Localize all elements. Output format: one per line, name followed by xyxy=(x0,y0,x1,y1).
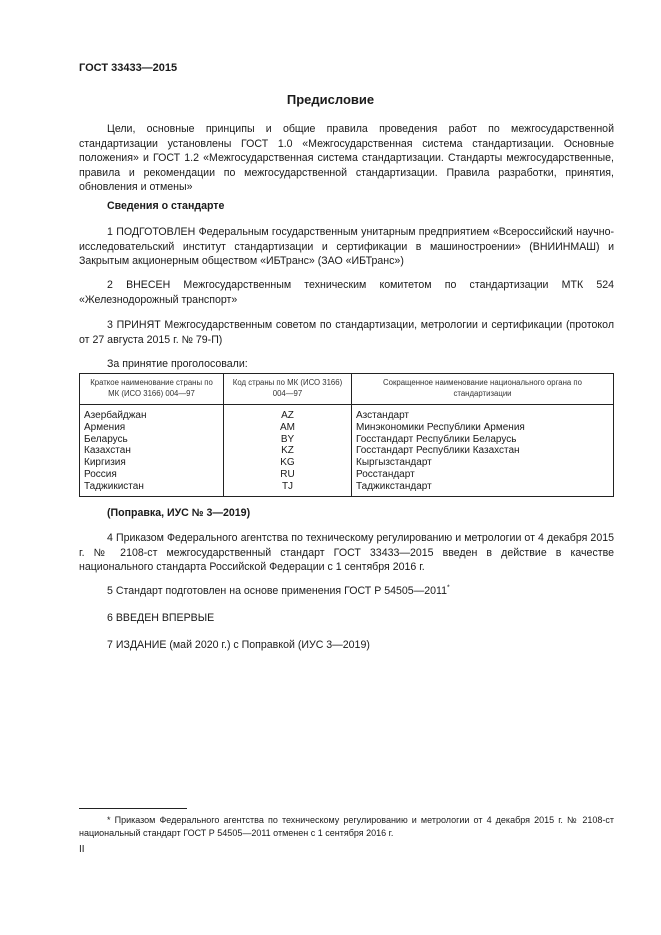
item-3-paragraph: 3 ПРИНЯТ Межгосударственным советом по стандартизации, метрологии и сертификации (протокол от 27 августа 2015 г. № 79-П) xyxy=(79,319,614,346)
country-name: Россия xyxy=(80,469,224,481)
country-code: TJ xyxy=(224,481,352,496)
footnote-divider xyxy=(79,808,187,809)
country-name: Таджикистан xyxy=(80,481,224,496)
table-row xyxy=(80,469,614,481)
item-1-paragraph: 1 ПОДГОТОВЛЕН Федеральным государственным унитарным предприятием «Всероссийский научно-исследовательский институт стандартизации и сертификации в машиностроении» (ВНИИНМАШ) и Закрытым акционерным обществом «ИБТранс» (ЗАО «ИБТранс») xyxy=(79,226,614,267)
country-name: Беларусь xyxy=(80,434,224,446)
country-name: Казахстан xyxy=(80,445,224,457)
country-code: RU xyxy=(224,469,352,481)
country-name: Армения xyxy=(80,422,224,434)
footnote-marker: * xyxy=(447,584,450,592)
country-code: KZ xyxy=(224,445,352,457)
footnote-text: * Приказом Федерального агентства по техническому регулированию и метрологии от 4 декабря 2015 г. № 2108-ст национальный стандарт ГОСТ Р 54505—2011 отменен с 1 сентября 2016 г. xyxy=(79,815,614,838)
item-2-paragraph: 2 ВНЕСЕН Межгосударственным техническим комитетом по стандартизации МТК 524 «Железнодорожный транспорт» xyxy=(79,279,614,306)
voting-table xyxy=(79,373,614,497)
standards-body: Азстандарт xyxy=(352,405,614,422)
standards-body: Таджикстандарт xyxy=(352,481,614,496)
header-country-name: Краткое наименование страны по МК (ИСО 3166) 004—97 xyxy=(80,374,224,405)
standards-body: Госстандарт Республики Казахстан xyxy=(352,445,614,457)
standards-body: Госстандарт Республики Беларусь xyxy=(352,434,614,446)
amendment-note: (Поправка, ИУС № 3—2019) xyxy=(107,507,251,519)
table-row xyxy=(80,457,614,469)
page-number: II xyxy=(79,844,85,855)
country-code: BY xyxy=(224,434,352,446)
country-name: Азербайджан xyxy=(80,405,224,422)
info-heading: Сведения о стандарте xyxy=(107,200,225,212)
country-name: Киргизия xyxy=(80,457,224,469)
item-4-paragraph: 4 Приказом Федерального агентства по техническому регулированию и метрологии от 4 декабря 2015 г. № 2108-ст межгосударственный стандарт ГОСТ 33433—2015 введен в действие в качестве национального стандарта Российской Федерации с 1 сентября 2016 г. xyxy=(79,532,614,573)
standards-body: Росстандарт xyxy=(352,469,614,481)
country-code: AM xyxy=(224,422,352,434)
item-6-paragraph: 6 ВВЕДЕН ВПЕРВЫЕ xyxy=(107,612,215,624)
item-7-paragraph: 7 ИЗДАНИЕ (май 2020 г.) с Поправкой (ИУС 3—2019) xyxy=(107,639,370,651)
intro-paragraph: Цели, основные принципы и общие правила проведения работ по межгосударственной стандартизации установлены ГОСТ 1.0 «Межгосударственная система стандартизации. Основные положения» и ГОСТ 1.2 «Межгосударственная система стандартизации. Стандарты межгосударственные, правила и рекомендации по межгосударственной стандартизации. Правила разработки, принятия, обновления и отмены» xyxy=(79,123,614,193)
document-id-header: ГОСТ 33433—2015 xyxy=(79,62,178,74)
item-5-paragraph xyxy=(107,585,450,597)
item-5-text: 5 Стандарт подготовлен на основе применения ГОСТ Р 54505—2011 xyxy=(107,585,448,597)
table-row xyxy=(80,434,614,446)
table-row xyxy=(80,405,614,422)
header-country-code: Код страны по МК (ИСО 3166) 004—97 xyxy=(224,374,352,405)
standards-body: Кыргызстандарт xyxy=(352,457,614,469)
country-code: AZ xyxy=(224,405,352,422)
table-row xyxy=(80,422,614,434)
table-row xyxy=(80,445,614,457)
vote-label: За принятие проголосовали: xyxy=(107,358,248,370)
country-code: KG xyxy=(224,457,352,469)
table-row xyxy=(80,481,614,496)
standards-body: Минэкономики Республики Армения xyxy=(352,422,614,434)
table-header-row xyxy=(80,374,614,405)
header-standards-body: Сокращенное наименование национального органа по стандартизации xyxy=(352,374,614,405)
page-title: Предисловие xyxy=(286,92,375,107)
